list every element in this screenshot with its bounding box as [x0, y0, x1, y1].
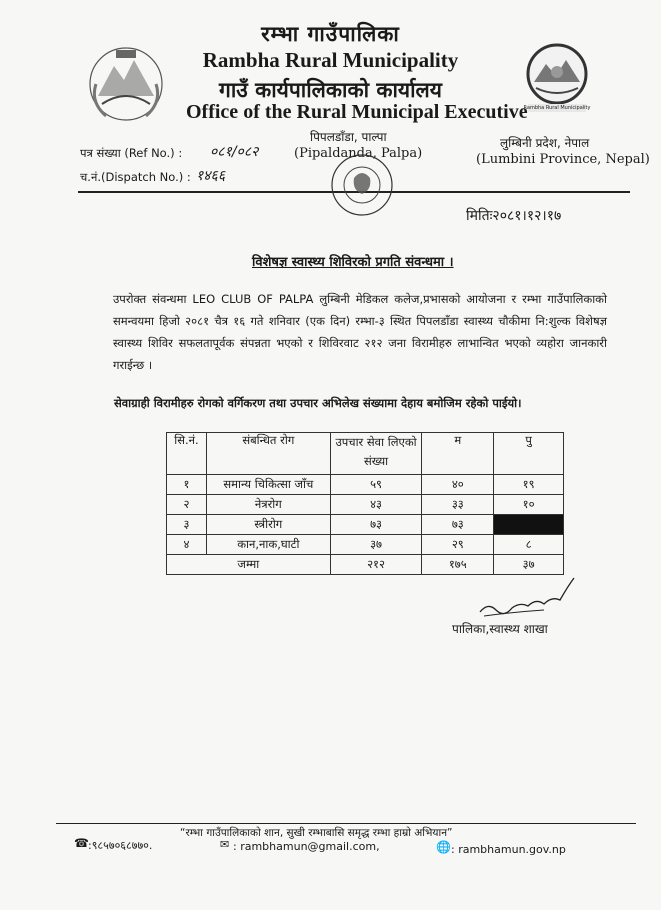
cell-male: १९: [494, 475, 564, 495]
col-treated-count: उपचार सेवा लिएको संख्या: [330, 433, 422, 475]
location-np: पिपलडाँडा, पाल्पा: [310, 130, 387, 144]
cell-disease: स्त्रीरोग: [206, 515, 330, 535]
province-en: (Lumbini Province, Nepal): [476, 152, 650, 167]
letter-date: मितिः२०८१।१२।१७: [466, 208, 562, 224]
cell-treated: ७३: [330, 515, 422, 535]
cell-female: २९: [422, 535, 494, 555]
table-row: [167, 495, 564, 515]
cell-sn: ३: [167, 515, 207, 535]
col-female: म: [422, 433, 494, 475]
cell-female: ७३: [422, 515, 494, 535]
footer-divider: [56, 823, 636, 824]
table-header-row: [167, 433, 564, 475]
cell-disease: समान्य चिकित्सा जाँच: [206, 475, 330, 495]
cell-sn: ४: [167, 535, 207, 555]
cell-treated: ४३: [330, 495, 422, 515]
cell-female: ४०: [422, 475, 494, 495]
dispatch-no-label: च.नं.(Dispatch No.) :: [80, 170, 191, 184]
office-stamp: [314, 150, 410, 220]
footer-phone: :९८५७०६८७७०.: [88, 839, 153, 852]
table-row: [167, 475, 564, 495]
table-row: [167, 535, 564, 555]
table-row: [167, 515, 564, 535]
signature-scribble: [474, 572, 584, 622]
table-intro: सेवाग्राही विरामीहरु रोगको वर्गिकरण तथा उपचार अभिलेख संख्यामा देहाय बमोजिम रहेको पाईयो।: [114, 396, 522, 410]
ref-no-value: ०८१/०८२: [210, 144, 259, 160]
col-sn: सि.नं.: [167, 433, 207, 475]
cell-total-treated: २१२: [330, 555, 422, 575]
right-logo-caption: Rambha Rural Municipality: [523, 105, 591, 111]
letter-body: उपरोक्त संवन्धमा LEO CLUB OF PALPA लुम्बिनी मेडिकल कलेज,प्रभासको आयोजना र रम्भा गाउँपालिकाको समन्वयमा हिजो २०८१ चैत्र १६ गते शनिवार (एक दिन) रम्भा-३ स्थित पिपलडाँडा स्वास्थ्य चौकीमा नि:शुल्क विशेषज्ञ स्वास्थ्य शिविर सफलतापूर्वक संपन्नता भएको र शिविरवाट २१२ जना विरामीहरु लाभान्वित भएको व्यहोरा जानकारी गराईन्छ ।: [113, 292, 607, 372]
office-name-en: Office of the Rural Municipal Executive: [186, 101, 528, 123]
municipality-name-np: रम्भा गाउँपालिका: [261, 22, 400, 46]
cell-total-label: जम्मा: [167, 555, 331, 575]
globe-icon: 🌐: [436, 840, 451, 854]
cell-treated: ३७: [330, 535, 422, 555]
province-np: लुम्बिनी प्रदेश, नेपाल: [500, 136, 590, 150]
footer-email: : rambhamun@gmail.com,: [233, 840, 380, 853]
municipality-name-en: Rambha Rural Municipality: [202, 48, 459, 72]
phone-icon: ☎: [74, 836, 89, 850]
cell-sn: १: [167, 475, 207, 495]
footer-website: : rambhamun.gov.np: [451, 843, 566, 856]
col-male: पु: [494, 433, 564, 475]
col-disease: संबन्धित रोग: [206, 433, 330, 475]
cell-total-male: ३७: [494, 555, 564, 575]
office-name-np: गाउँ कार्यपालिकाको कार्यालय: [219, 78, 442, 102]
footer-slogan: “रम्भा गाउँपालिकाको शान, सुखी रम्भाबासि समृद्ध रम्भा हाम्रो अभियान”: [180, 827, 453, 839]
cell-male: १०: [494, 495, 564, 515]
location-en: (Pipaldanda, Palpa): [294, 146, 423, 161]
cell-male-blacked: [494, 515, 564, 535]
cell-total-female: १७५: [422, 555, 494, 575]
cell-sn: २: [167, 495, 207, 515]
cell-female: ३३: [422, 495, 494, 515]
ref-no-label: पत्र संख्या (Ref No.) :: [80, 146, 183, 160]
cell-disease: नेत्ररोग: [206, 495, 330, 515]
cell-disease: कान,नाक,घाटी: [206, 535, 330, 555]
cell-treated: ५९: [330, 475, 422, 495]
cell-male: ८: [494, 535, 564, 555]
dispatch-no-value: १४६६: [196, 168, 226, 184]
letter-subject: विशेषज्ञ स्वास्थ्य शिविरको प्रगति संवन्धमा ।: [252, 255, 454, 270]
patient-table: [166, 432, 564, 575]
signatory-title: पालिका,स्वास्थ्य शाखा: [452, 622, 548, 636]
email-icon: ✉: [220, 838, 230, 851]
